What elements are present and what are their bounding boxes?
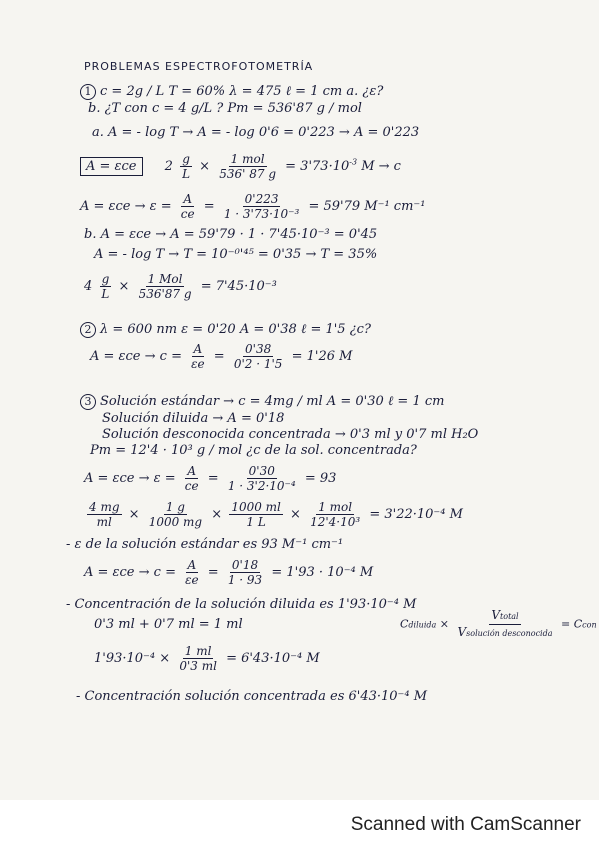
problem-2-number: 2 — [80, 322, 96, 338]
conv-result: = 3'73·10 — [285, 159, 350, 174]
eps-result: = 59'79 M⁻¹ cm⁻¹ — [308, 199, 426, 214]
p3-calc-result: = 6'43·10⁻⁴ M — [226, 651, 320, 666]
problem-3-diluted-statement: - Concentración de la solución diluida es 1'93·10⁻⁴ M — [66, 597, 417, 612]
problem-1-conversion — [80, 152, 401, 181]
fraction-p3-eps-values: $\frac{0'30}{\text{1 · 3'2·10⁻⁴}}$ — [227, 464, 296, 493]
problem-1-number: 1 — [80, 84, 96, 100]
fraction-p3-c-values: $\frac{0'18}{1 \cdot 93}$ — [227, 558, 263, 587]
fraction-g-per-mg: $\frac{1 g}{1000 mg}$ — [148, 500, 203, 529]
problem-3-epsilon — [84, 464, 336, 493]
problem-1-data: c = 2g / L T = 60% λ = 475 ℓ = 1 cm a. ¿ε? — [100, 84, 384, 99]
problem-3-conversion — [84, 500, 463, 529]
side-times: × — [439, 617, 449, 631]
times-sign: × — [199, 159, 211, 174]
problem-3-line-1 — [80, 394, 444, 410]
problem-1-part-b: b. A = εce → A = 59'79 · 1 · 7'45·10⁻³ = 0'45 — [84, 227, 378, 242]
problem-2-solution — [90, 342, 352, 371]
p3-eps-equals: = — [207, 471, 219, 486]
problem-1-question-b: b. ¿T con c = 4 g/L ? Pm = 536'87 g / mol — [88, 101, 362, 116]
equals-sign: = — [203, 199, 215, 214]
scanner-watermark: Scanned with CamScanner — [350, 814, 581, 835]
problem-1-part-a: a. A = - log T → A = - log 0'6 = 0'223 → A = 0'223 — [92, 125, 420, 140]
fraction-mol-per-g: $\frac{\text{1 mol}}{\text{12'4·10³}}$ — [310, 500, 361, 529]
fraction-g-per-l: $\frac{g}{L}$ — [182, 152, 191, 181]
fraction-g-per-l-b: $\frac{g}{L}$ — [101, 272, 110, 301]
fraction-p2-values: $\frac{0'38}{0'2 \cdot 1'5}$ — [233, 342, 283, 371]
dilution-formula — [400, 608, 597, 641]
problem-2-data: λ = 600 nm ε = 0'20 A = 0'38 ℓ = 1'5 ¿c? — [100, 322, 371, 337]
p3-eps-lead: A = εce → ε = — [84, 471, 176, 486]
conv-exponent: -3 — [349, 157, 358, 167]
conv-lead: 2 — [164, 159, 173, 174]
p3-times-1: × — [128, 507, 140, 522]
b-conv-lead: 4 — [84, 279, 93, 294]
fraction-mg-per-ml: $\frac{4 mg}{ml}$ — [89, 500, 120, 529]
p3-eps-result: = 93 — [304, 471, 337, 486]
fraction-eps-values: $\frac{0'223}{\text{1 · 3'73·10⁻³}}$ — [223, 192, 300, 221]
p3-times-2: × — [211, 507, 223, 522]
problem-3-volume-sum: 0'3 ml + 0'7 ml = 1 ml — [94, 617, 243, 632]
problem-3-line-4: Pm = 12'4 · 10³ g / mol ¿c de la sol. concentrada? — [90, 443, 417, 458]
fraction-p3-a-over-ce: $\frac{A}{ce}$ — [184, 464, 199, 493]
fraction-molar-mass-b: $\frac{\text{1 Mol}}{536'87 g}$ — [138, 272, 192, 301]
fraction-a-over-ce: $\frac{A}{ce}$ — [180, 192, 195, 221]
fraction-volume-calc: $\frac{1 ml}{0'3 ml}$ — [179, 644, 217, 673]
side-result-sub: con — [582, 620, 597, 630]
p3-calc-lead: 1'93·10⁻⁴ × — [94, 651, 171, 666]
problem-1-statement — [80, 84, 383, 100]
fraction-volume-ratio: $\frac{\text{Vtotal}}{\text{Vsolución desconocida}}$ — [457, 608, 553, 639]
p2-lead: A = εce → c = — [90, 349, 182, 364]
problem-3-line-2: Solución diluida → A = 0'18 — [102, 411, 285, 426]
problem-3-concentrated-calc — [94, 644, 320, 673]
problem-3-number: 3 — [80, 394, 96, 410]
p2-result: = 1'26 M — [291, 349, 353, 364]
fraction-p3-a-over-ee: $\frac{A}{\varepsilon e}$ — [185, 558, 199, 587]
page-title: PROBLEMAS ESPECTROFOTOMETRÍA — [84, 60, 314, 73]
p3-c-result: = 1'93 · 10⁻⁴ M — [271, 565, 374, 580]
p3-c-lead: A = εce → c = — [84, 565, 176, 580]
p3-standard: Solución estándar → c = 4mg / ml A = 0'30 ℓ = 1 cm — [100, 394, 445, 409]
problem-2-statement — [80, 322, 371, 338]
fraction-ml-per-l: $\frac{1000 ml}{1 L}$ — [231, 500, 281, 529]
problem-3-eps-statement: - ε de la solución estándar es 93 M⁻¹ cm⁻¹ — [66, 537, 344, 552]
p3-times-3: × — [290, 507, 301, 522]
times-sign-b: × — [118, 279, 130, 294]
problem-3-diluted-calc — [84, 558, 373, 587]
p2-equals: = — [213, 349, 225, 364]
problem-1-b-conversion — [84, 272, 277, 301]
side-c: C — [400, 617, 409, 631]
fraction-a-over-ee: $\frac{A}{\varepsilon e}$ — [191, 342, 205, 371]
p3-conv-result: = 3'22·10⁻⁴ M — [369, 507, 463, 522]
problem-1-transmittance: A = - log T → T = 10⁻⁰'⁴⁵ = 0'35 → T = 35% — [94, 247, 378, 262]
eps-lead: A = εce → ε = — [80, 199, 172, 214]
problem-1-epsilon — [80, 192, 425, 221]
p3-c-equals: = — [207, 565, 219, 580]
formula-box: A = εce — [80, 157, 143, 176]
fraction-molar-mass: $\frac{\text{1 mol}}{536' 87 g}$ — [219, 152, 277, 181]
problem-3-line-3: Solución desconocida concentrada → 0'3 ml y 0'7 ml H₂O — [102, 427, 479, 442]
conv-tail: M → c — [361, 159, 401, 174]
side-c-sub: diluida — [408, 620, 437, 630]
b-conv-result: = 7'45·10⁻³ — [200, 279, 277, 294]
problem-3-final-statement: - Concentración solución concentrada es 6'43·10⁻⁴ M — [76, 689, 428, 704]
side-result: = C — [561, 617, 583, 631]
